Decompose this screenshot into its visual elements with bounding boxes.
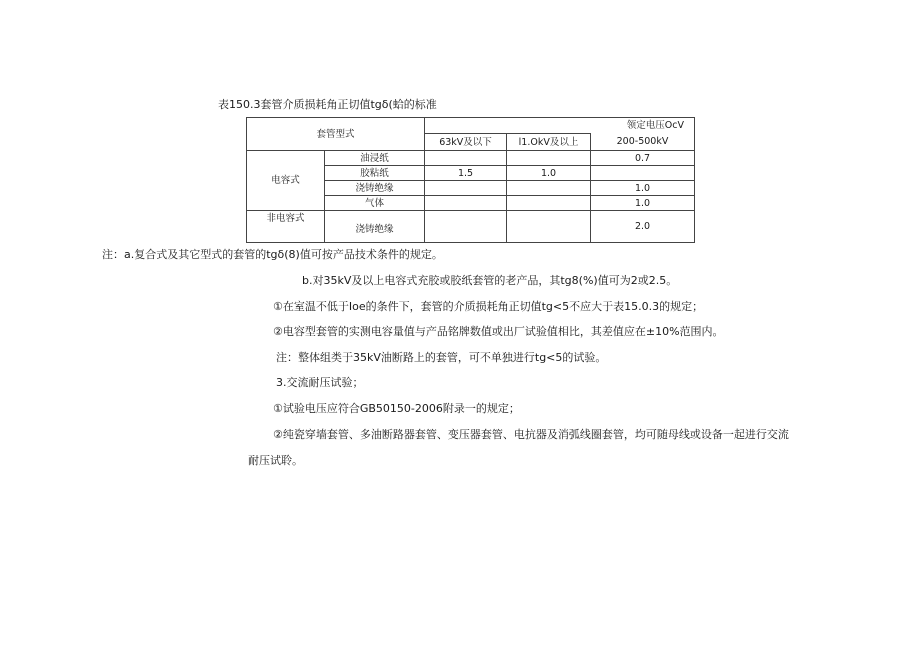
group-capacitive: 电容式 [247, 151, 325, 211]
paragraph-2: ②电容型套管的实测电容量值与产品铭牌数值或出厂试验值相比，其差值应在±10%范围内。 [273, 325, 724, 338]
row-type: 浇铸绝缘 [325, 181, 425, 196]
note-2: 注：整体组类于35kV油断路上的套管，可不单独进行tg<5的试验。 [276, 351, 607, 364]
cell-value [507, 181, 591, 196]
note-b: b.对35kV及以上电容式充胶或胶纸套管的老产品，其tg8(%)值可为2或2.5。 [302, 274, 678, 287]
section-3-heading: 3.交流耐压试验； [276, 376, 364, 389]
table-caption: 表150.3套管介质损耗角正切值tgδ(蛤的标准 [218, 98, 437, 111]
row-type: 油浸纸 [325, 151, 425, 166]
cell-value [507, 196, 591, 211]
cell-value: 1.5 [425, 166, 507, 181]
item-2-continuation: 耐压试聆。 [248, 454, 303, 467]
item-2: ②纯瓷穿墙套管、多油断路器套管、变压器套管、电抗器及消弧线圈套管，均可随母线或设备一起进行交流 [273, 428, 789, 441]
bushing-tg-delta-table [246, 117, 695, 243]
row-type: 浇铸绝缘 [325, 211, 425, 243]
header-rated-voltage: 领定电压OcV [425, 118, 695, 134]
cell-value: 1.0 [507, 166, 591, 181]
header-200-500kv: 200-500kV [591, 135, 695, 151]
header-bushing-type: 套管型式 [247, 118, 425, 151]
group-noncapacitive: 非电容式 [247, 211, 325, 243]
cell-value [425, 151, 507, 166]
cell-value [425, 196, 507, 211]
cell-value: 2.0 [591, 211, 695, 243]
row-type: 气体 [325, 196, 425, 211]
header-110kv: l1.OkV及以上 [507, 134, 591, 151]
cell-value: 1.0 [591, 181, 695, 196]
table-row [247, 151, 695, 166]
header-63kv: 63kV及以下 [425, 134, 507, 151]
cell-value [507, 151, 591, 166]
paragraph-1: ①在室温不低于Ioe的条件下，套管的介质损耗角正切值tg<5不应大于表15.0.3的规定； [273, 300, 704, 313]
note-a: 注：a.复合式及其它型式的套管的tgδ(8)值可按产品技术条件的规定。 [102, 248, 443, 261]
table-row [247, 211, 695, 243]
cell-value [591, 166, 695, 181]
cell-value: 0.7 [591, 151, 695, 166]
row-type: 胶粘纸 [325, 166, 425, 181]
cell-value [507, 211, 591, 243]
cell-value [425, 181, 507, 196]
cell-value [425, 211, 507, 243]
item-1: ①试验电压应符合GB50150-2006附录一的规定； [273, 402, 520, 415]
cell-value: 1.0 [591, 196, 695, 211]
